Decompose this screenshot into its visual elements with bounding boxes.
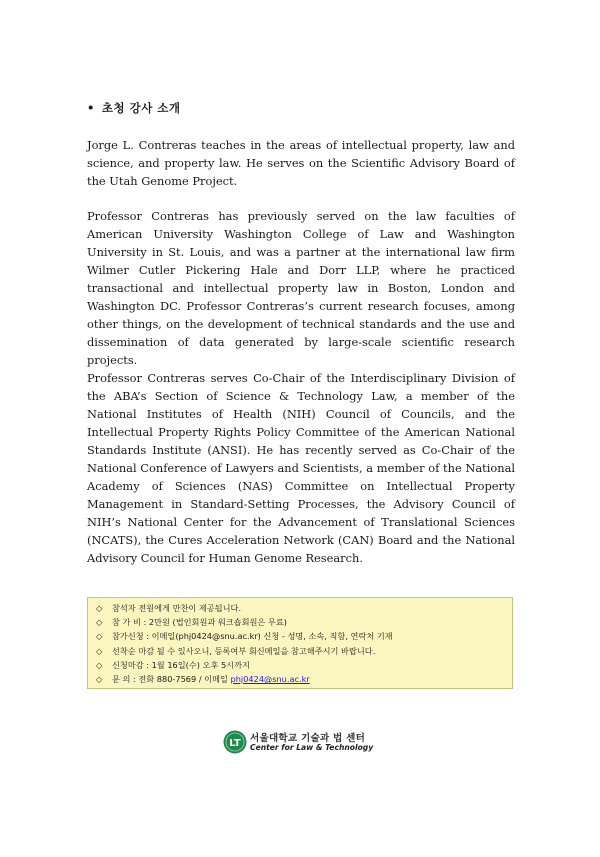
notice-text: 선착순 마감 될 수 있사오니, 등록여부 회신메일을 참고해주시기 바랍니다.	[112, 645, 376, 656]
contact-text: 문 의 : 전화 880-7569 / 이메일	[112, 674, 231, 685]
diamond-icon: ◇	[96, 674, 103, 685]
bio-paragraph-2: Professor Contreras has previously served on the law faculties of American University Washington College of Law and Washington University in St. Louis, and was a partner at the international law firm Wilmer Cutler Pickering Hale and Dorr LLP, where he practiced transactional and intellectual property law in Boston, London and Washington DC. Professor Contreras’s current research focuses, among other things, on the development of technical standards and the use and dissemination of data generated by large-scale scientific research projects.	[87, 209, 515, 367]
bio-paragraph-1: Jorge L. Contreras teaches in the areas of intellectual property, law and science, and property law. He serves on the Scientific Advisory Board of the Utah Genome Project.	[87, 138, 515, 188]
logo-initials: LT	[229, 738, 241, 749]
notice-item	[96, 658, 512, 672]
bio-paragraph-3: Professor Contreras serves Co-Chair of the Interdisciplinary Division of the ABA’s Section of Science & Technology Law, a member of the National Institutes of Health (NIH) Council of Councils, and the Intellectual Property Rights Policy Committee of the American National Standards Institute (ANSI). He has recently served as Co-Chair of the National Conference of Lawyers and Scientists, a member of the National Academy of Sciences (NAS) Committee on Intellectual Property Management in Standard-Setting Processes, the Advisory Council of NIH’s National Center for the Advancement of Translational Sciences (NCATS), the Cures Acceleration Network (CAN) Board and the National Advisory Council for Human Genome Research.	[87, 371, 515, 565]
diamond-icon: ◇	[96, 659, 103, 670]
logo-name-en: Center for Law & Technology	[250, 743, 374, 752]
notice-contact	[96, 672, 512, 686]
diamond-icon: ◇	[96, 603, 103, 613]
notice-box	[87, 597, 513, 689]
notice-item	[96, 615, 512, 629]
contact-email-link[interactable]: phj0424@snu.ac.kr	[230, 674, 310, 685]
notice-text: 참가신청 : 이메일(phj0424@snu.ac.kr) 신청 - 성명, 소속, 직함, 연락처 기재	[112, 631, 393, 642]
diamond-icon: ◇	[96, 617, 103, 628]
notice-text: 참 가 비 : 2만원 (법인회원과 워크숍회원은 무료)	[112, 617, 287, 628]
notice-text: 신청마감 : 1월 16일(수) 오후 5시까지	[112, 659, 250, 670]
diamond-icon: ◇	[96, 645, 103, 656]
notice-item	[96, 629, 512, 643]
section-heading	[87, 100, 181, 116]
notice-text: 참석자 전원에게 만찬이 제공됩니다.	[112, 603, 242, 613]
heading-bullet: •	[87, 101, 95, 115]
logo-name-ko: 서울대학교 기술과 법 센터	[250, 733, 366, 744]
lt-logo-icon	[223, 730, 247, 754]
heading-title: 초청 강사 소개	[101, 101, 181, 115]
notice-item	[96, 601, 512, 615]
diamond-icon: ◇	[96, 631, 103, 642]
notice-item	[96, 644, 512, 658]
